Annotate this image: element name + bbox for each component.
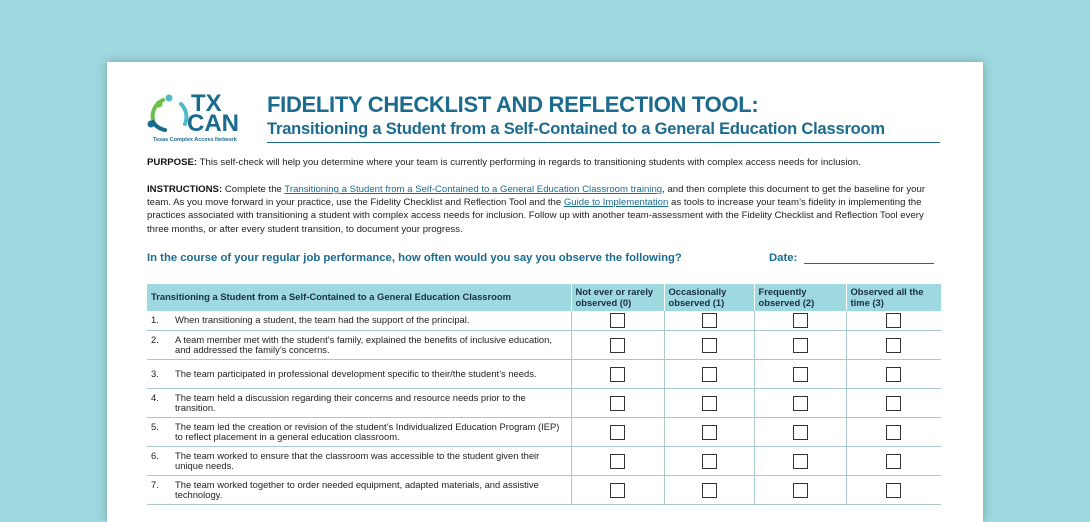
rating-cell — [571, 311, 664, 331]
row-number: 7. — [151, 478, 159, 490]
row-text: When transitioning a student, the team had the support of the principal. — [175, 314, 470, 326]
rating-cell — [846, 476, 941, 505]
row-statement — [147, 331, 571, 360]
checkbox-rating-0[interactable] — [610, 396, 625, 411]
checkbox-rating-2[interactable] — [793, 483, 808, 498]
rating-cell — [664, 331, 754, 360]
logo-can-text: CAN — [187, 110, 239, 137]
instructions-paragraph — [147, 183, 942, 236]
header-rating-1: Occasionally observed (1) — [664, 284, 754, 311]
checkbox-rating-1[interactable] — [702, 454, 717, 469]
checkbox-rating-0[interactable] — [610, 483, 625, 498]
date-label: Date: — [769, 252, 798, 264]
checkbox-rating-0[interactable] — [610, 425, 625, 440]
checkbox-rating-2[interactable] — [793, 338, 808, 353]
row-text: The team worked to ensure that the classroom was accessible to the student given their unique needs. — [175, 449, 540, 471]
row-statement — [147, 447, 571, 476]
checkbox-rating-0[interactable] — [610, 338, 625, 353]
rating-cell — [571, 418, 664, 447]
rating-cell — [571, 360, 664, 389]
row-statement — [147, 418, 571, 447]
row-statement — [147, 311, 571, 331]
instructions-text-1: Complete the — [222, 184, 285, 195]
header-rating-0: Not ever or rarely observed (0) — [571, 284, 664, 311]
table-header-row — [147, 284, 941, 311]
document-subtitle: Transitioning a Student from a Self-Contained to a General Education Classroom — [267, 120, 885, 138]
checkbox-rating-3[interactable] — [886, 367, 901, 382]
row-number: 2. — [151, 333, 159, 345]
checkbox-rating-1[interactable] — [702, 313, 717, 328]
date-field[interactable] — [804, 263, 934, 264]
row-statement — [147, 360, 571, 389]
checkbox-rating-0[interactable] — [610, 454, 625, 469]
checkbox-rating-3[interactable] — [886, 483, 901, 498]
row-text: The team held a discussion regarding their concerns and resource needs prior to the transition. — [175, 391, 526, 413]
instructions-label: INSTRUCTIONS: — [147, 184, 223, 195]
table-row — [147, 418, 941, 447]
checkbox-rating-1[interactable] — [702, 425, 717, 440]
table-row — [147, 360, 941, 389]
row-statement — [147, 389, 571, 418]
rating-cell — [754, 418, 846, 447]
table-row — [147, 331, 941, 360]
row-text: The team led the creation or revision of the student’s Individualized Education Program (IEP) to reflect placement in a general education classroom. — [175, 420, 560, 442]
rating-cell — [664, 311, 754, 331]
checkbox-rating-2[interactable] — [793, 454, 808, 469]
rating-cell — [571, 476, 664, 505]
logo-subtitle: Texas Complex Access Network — [153, 137, 237, 143]
checklist-table — [147, 284, 942, 505]
row-number: 4. — [151, 391, 159, 403]
checkbox-rating-1[interactable] — [702, 483, 717, 498]
table-row — [147, 311, 941, 331]
checkbox-rating-2[interactable] — [793, 396, 808, 411]
checkbox-rating-3[interactable] — [886, 313, 901, 328]
table-row — [147, 389, 941, 418]
checkbox-rating-3[interactable] — [886, 396, 901, 411]
checkbox-rating-2[interactable] — [793, 425, 808, 440]
row-number: 1. — [151, 314, 159, 326]
rating-cell — [754, 360, 846, 389]
rating-cell — [846, 389, 941, 418]
row-number: 3. — [151, 367, 159, 379]
checkbox-rating-2[interactable] — [793, 313, 808, 328]
purpose-text: This self-check will help you determine where your team is currently performing in regards to transitioning students with complex access needs for inclusion. — [197, 157, 861, 168]
rating-cell — [846, 447, 941, 476]
checkbox-rating-2[interactable] — [793, 367, 808, 382]
rating-cell — [664, 476, 754, 505]
rating-cell — [754, 311, 846, 331]
header-practice: Transitioning a Student from a Self-Contained to a General Education Classroom — [147, 284, 571, 311]
purpose-paragraph — [147, 156, 942, 169]
rating-cell — [664, 360, 754, 389]
title-divider — [267, 142, 940, 143]
training-link[interactable]: Transitioning a Student from a Self-Contained to a General Education Classroom training — [284, 184, 663, 195]
checklist-document — [107, 62, 983, 522]
rating-cell — [846, 360, 941, 389]
instructions-text-3: as tools to increase your team’s fidelity in implementing the practices associated with transitioning a student with complex access needs for inclusion. Follow up with another team-assessment with the Fidelity Checklist and Reflection Tool every three months, or after every student transition, to document your progress. — [147, 197, 924, 235]
rating-cell — [664, 418, 754, 447]
row-text: The team worked together to order needed equipment, adapted materials, and assistive technology. — [175, 478, 539, 500]
table-row — [147, 476, 941, 505]
purpose-label: PURPOSE: — [147, 157, 198, 168]
checkbox-rating-1[interactable] — [702, 396, 717, 411]
checkbox-rating-1[interactable] — [702, 367, 717, 382]
rating-cell — [571, 447, 664, 476]
checkbox-rating-3[interactable] — [886, 454, 901, 469]
logo-tx-text: TX — [191, 90, 222, 117]
rating-cell — [846, 311, 941, 331]
header-rating-2: Frequently observed (2) — [754, 284, 846, 311]
rating-cell — [846, 331, 941, 360]
rating-cell — [754, 447, 846, 476]
observation-question: In the course of your regular job performance, how often would you say you observe the following? — [147, 252, 682, 264]
checkbox-rating-3[interactable] — [886, 425, 901, 440]
checkbox-rating-0[interactable] — [610, 313, 625, 328]
rating-cell — [754, 389, 846, 418]
checkbox-rating-3[interactable] — [886, 338, 901, 353]
header-rating-3: Observed all the time (3) — [846, 284, 941, 311]
checkbox-rating-0[interactable] — [610, 367, 625, 382]
guide-link[interactable]: Guide to Implementation — [563, 197, 669, 209]
row-number: 5. — [151, 420, 159, 432]
row-text: The team participated in professional development specific to their/the student’s needs. — [175, 367, 537, 379]
rating-cell — [571, 331, 664, 360]
table-row — [147, 447, 941, 476]
row-number: 6. — [151, 449, 159, 461]
checkbox-rating-1[interactable] — [702, 338, 717, 353]
rating-cell — [571, 389, 664, 418]
rating-cell — [664, 389, 754, 418]
rating-cell — [754, 331, 846, 360]
instructions-text-2: , and then complete this document to get the baseline for your team. As you move forward in your practice, use the Fidelity Checklist and Reflection Tool and the — [147, 184, 926, 209]
document-title: FIDELITY CHECKLIST AND REFLECTION TOOL: — [267, 92, 759, 117]
row-text: A team member met with the student’s family, explained the benefits of inclusive education, and addressed the family’s concerns. — [175, 333, 552, 355]
rating-cell — [846, 418, 941, 447]
rating-cell — [754, 476, 846, 505]
txcan-logo — [145, 90, 251, 146]
rating-cell — [664, 447, 754, 476]
row-statement — [147, 476, 571, 505]
